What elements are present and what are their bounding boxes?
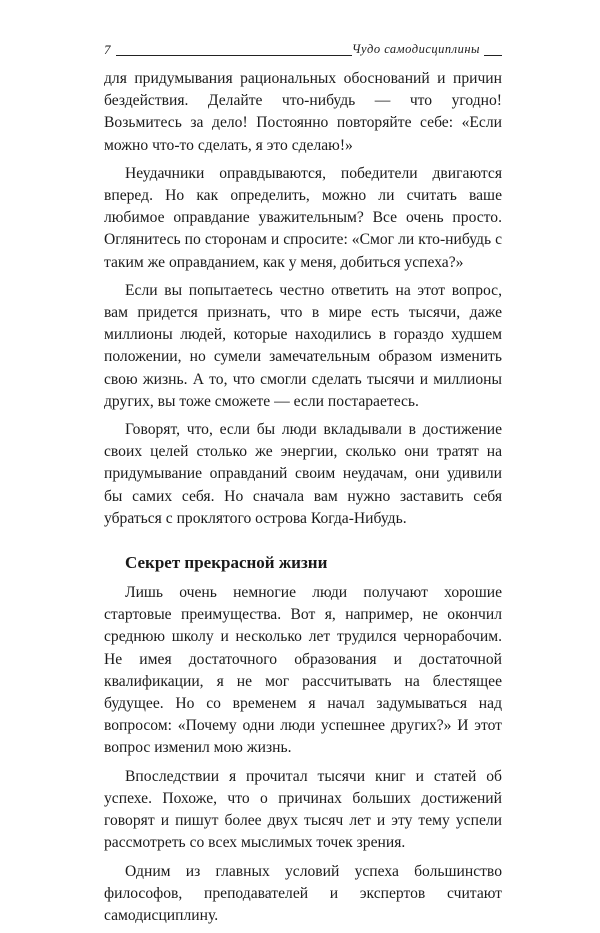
page-number: 7 xyxy=(104,42,111,57)
book-title: Чудо самодисциплины xyxy=(351,42,480,56)
running-header xyxy=(104,42,502,60)
paragraph: Одним из главных условий успеха большинство философов, преподавателей и экспертов считают самодисциплину. xyxy=(104,862,502,924)
paragraph: Впоследствии я прочитал тысячи книг и статей об успехе. Похоже, что о причинах больших достижений говорят и пишут более двух тысяч лет и эту тему успели рассмотреть со всех мыслимых точек зрения. xyxy=(104,767,502,852)
paragraph: Если вы попытаетесь честно ответить на этот вопрос, вам придется признать, что в мире есть тысячи, даже миллионы людей, которые находились в гораздо худшем положении, но сумели замечательным образом изменить свою жизнь. А то, что смогли сделать тысячи и миллионы других, вы тоже сможете — если постараетесь. xyxy=(104,281,502,410)
paragraph: Неудачники оправдываются, победители двигаются вперед. Но как определить, можно ли считать ваше любимое оправдание уважительным? Все очень просто. Оглянитесь по сторонам и спросите: «Смог ли кто-нибудь с таким же оправданием, как у меня, добиться успеха?» xyxy=(104,164,502,271)
body-text xyxy=(104,68,502,927)
paragraph: Лишь очень немногие люди получают хорошие стартовые преимущества. Вот я, например, не окончил среднюю школу и несколько лет трудился чернорабочим. Не имея достаточного образования и достаточной квалификации, я не мог рассчитывать на блестящее будущее. Но со временем я начал задумываться над вопросом: «Почему одни люди успешнее других?» И этот вопрос изменил мою жизнь. xyxy=(104,584,502,757)
header-rule xyxy=(116,55,352,56)
book-page xyxy=(104,42,502,933)
paragraph: для придумывания рациональных обоснований и причин бездействия. Делайте что-нибудь — что угодно! Возьмитесь за дело! Постоянно повторяйте себе: «Если можно что-то сделать, я это сделаю!» xyxy=(104,70,502,154)
paragraph: Говорят, что, если бы люди вкладывали в достижение своих целей столько же энергии, сколько они тратят на придумывание оправданий своим неудачам, они удивили бы самих себя. Но сначала вам нужно заставить себя убраться с проклятого острова Когда-Нибудь. xyxy=(104,421,502,527)
header-rule-end xyxy=(484,55,502,56)
section-heading: Секрет прекрасной жизни xyxy=(125,553,328,573)
